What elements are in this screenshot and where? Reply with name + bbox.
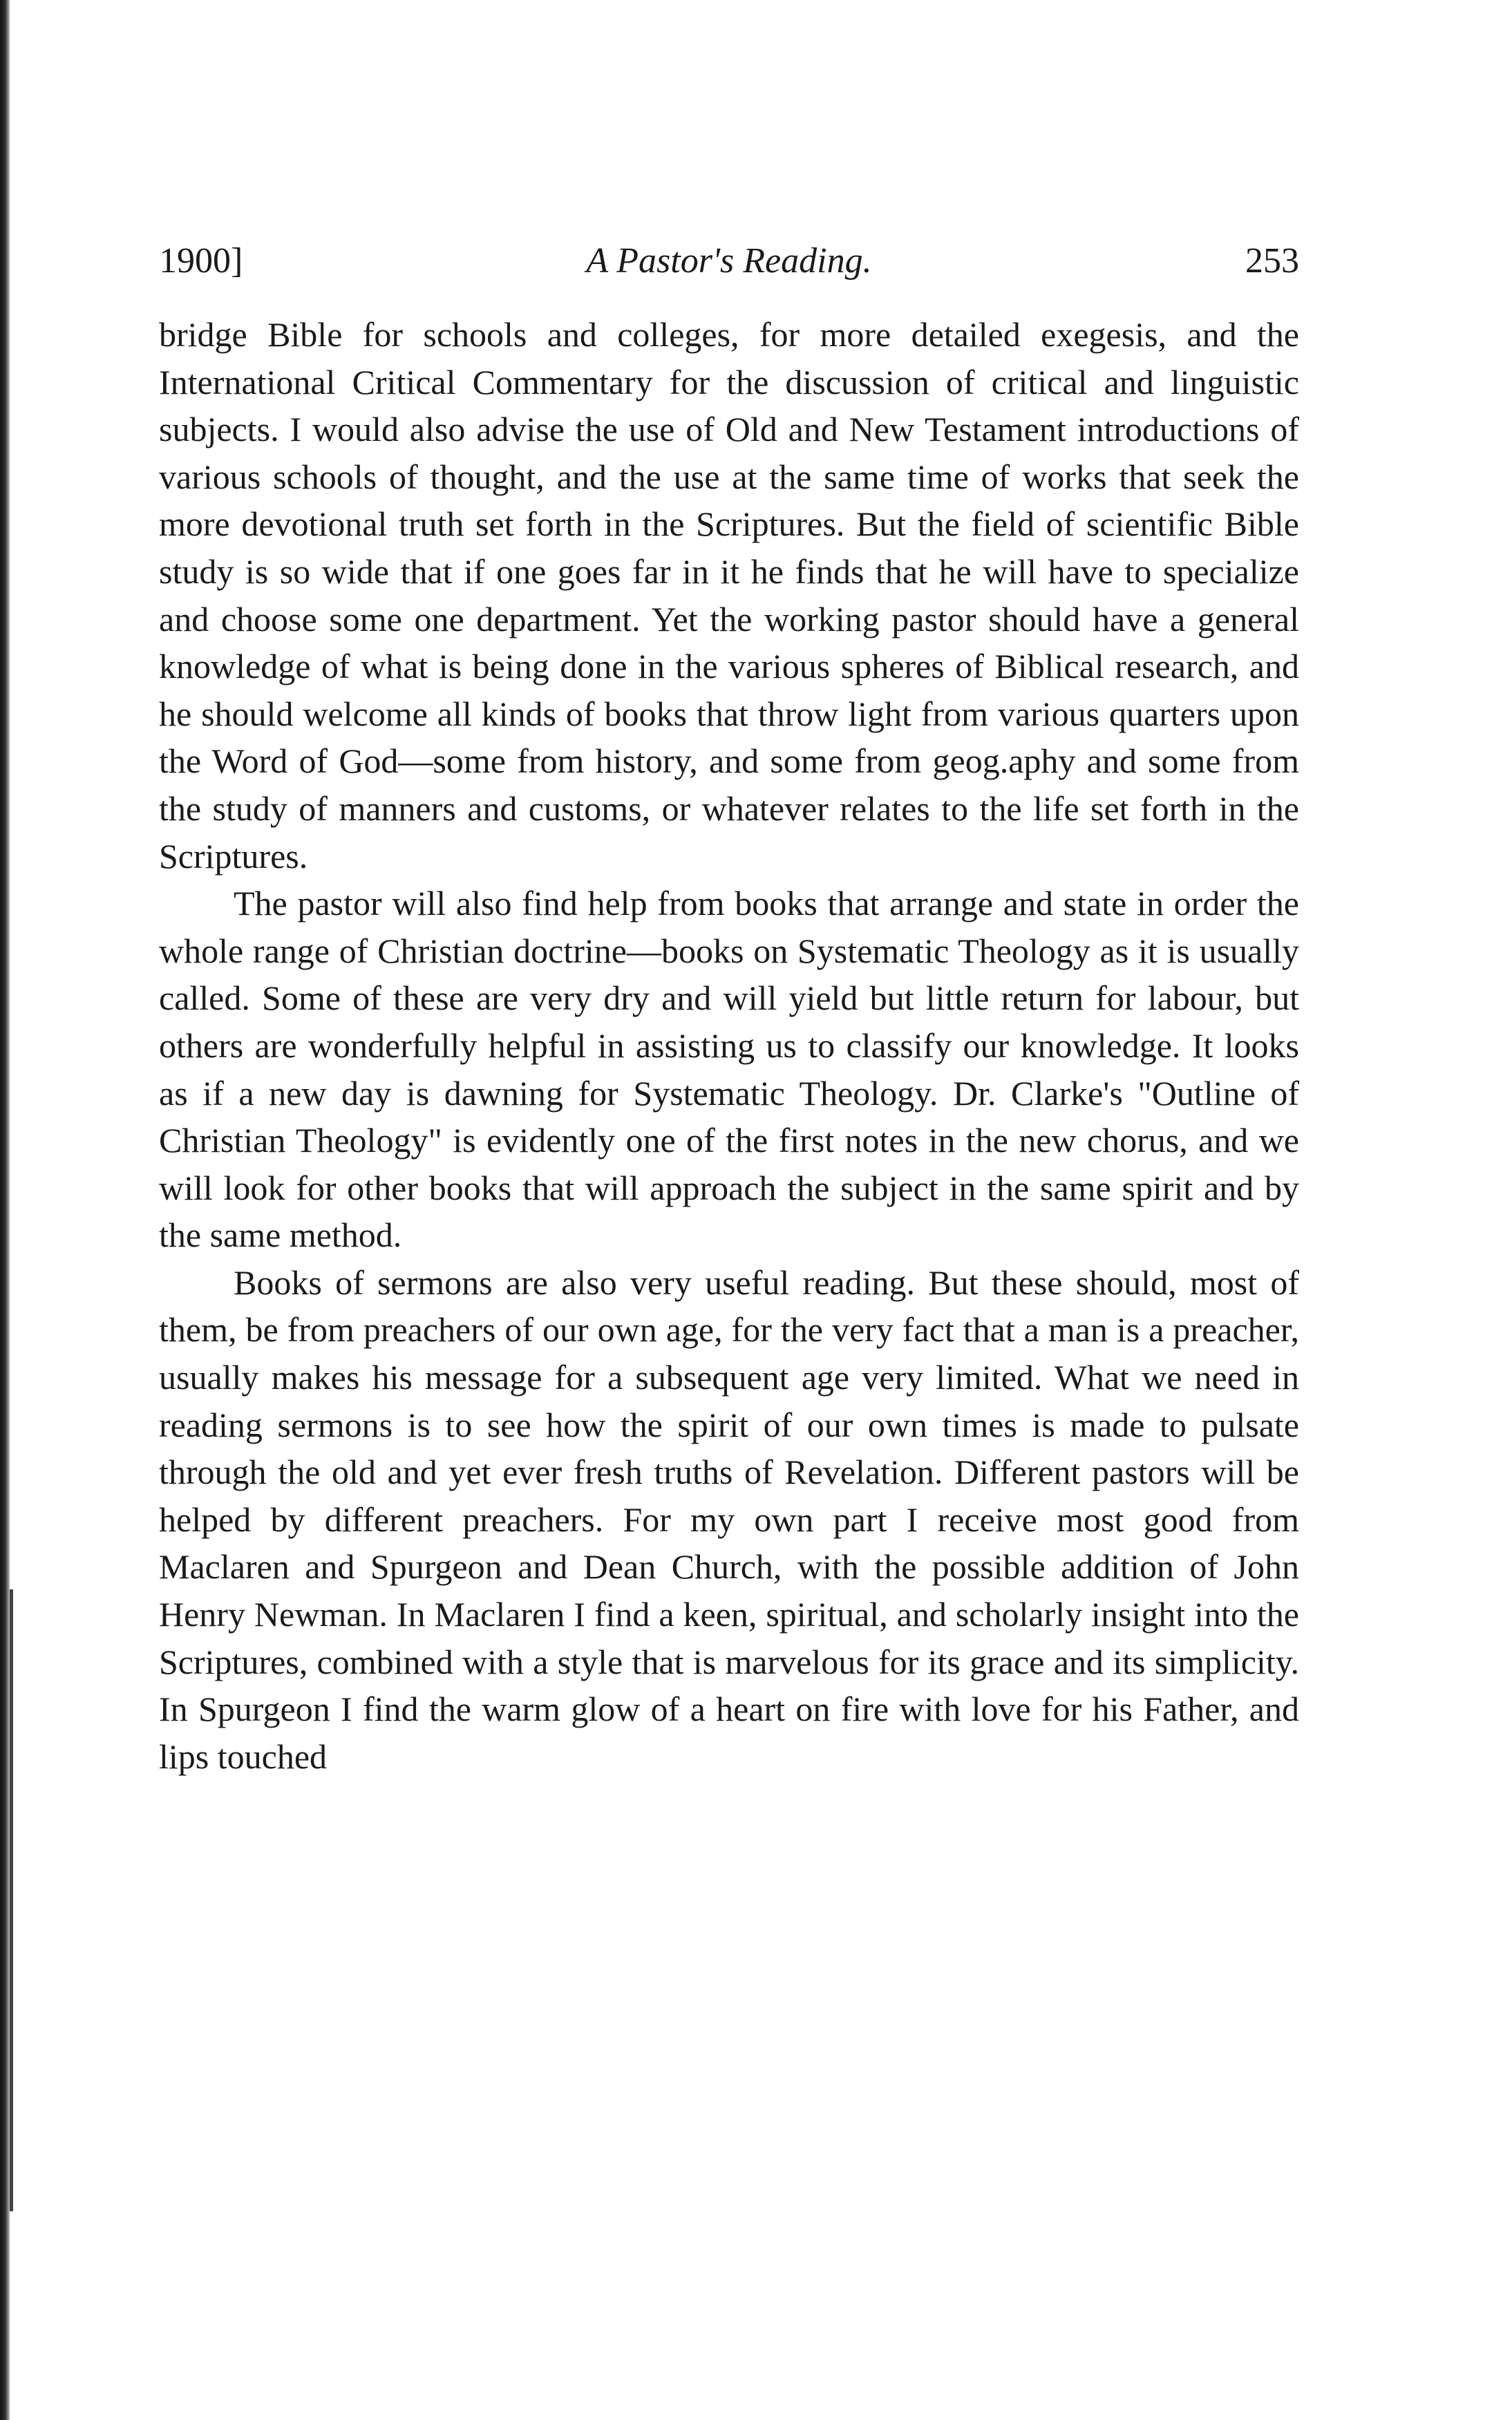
paragraph-systematic-theology: The pastor will also find help from books that arrange and state in order the whole range of Christian doctrine—books on Systematic Theology as it is usually called. Some of these are very dry and will yield but little return for labour, but others are wonderfully helpful in assisting us to classify our knowledge. It looks as if a new day is dawning for Systematic Theology. Dr. Clarke's "Outline of Christian Theology" is evidently one of the first notes in the new chorus, and we will look for other books that will approach the subject in the same spirit and by the same method.	[159, 884, 1299, 1255]
paragraph-continued: bridge Bible for schools and colleges, for more detailed exegesis, and the International Critical Commentary for the discussion of critical and linguistic subjects. I would also advise the use of Old and New Testament introductions of various schools of thought, and the use at the same time of works that seek the more devotional truth set forth in the Scriptures. But the field of scientific Bible study is so wide that if one goes far in it he finds that he will have to specialize and choose some one department. Yet the working pastor should have a general knowledge of what is being done in the various spheres of Biblical research, and he should welcome all kinds of books that throw light from various quarters upon the Word of God—some from history, and some from geog.aphy and some from the study of manners and customs, or whatever relates to the life set forth in the Scriptures.	[159, 315, 1299, 876]
running-head	[159, 234, 1299, 289]
running-head-title: A Pastor's Reading.	[586, 241, 872, 281]
page-binding-edge	[0, 0, 10, 2420]
body-text	[159, 311, 1299, 1780]
page-number: 253	[1245, 241, 1299, 281]
paragraph-books-of-sermons: Books of sermons are also very useful reading. But these should, most of them, be from preachers of our own age, for the very fact that a man is a preacher, usually makes his message for a subsequent age very limited. What we need in reading sermons is to see how the spirit of our own times is made to pulsate through the old and yet ever fresh truths of Revelation. Different pastors will be helped by different preachers. For my own part I receive most good from Maclaren and Spurgeon and Dean Church, with the possible addition of John Henry Newman. In Maclaren I find a keen, spiritual, and scholarly insight into the Scriptures, combined with a style that is marvelous for its grace and its simplicity. In Spurgeon I find the warm glow of a heart on fire with love for his Father, and lips touched	[159, 1263, 1299, 1776]
binding-shadow-mark	[10, 1589, 13, 2211]
running-head-year: 1900]	[159, 241, 243, 281]
